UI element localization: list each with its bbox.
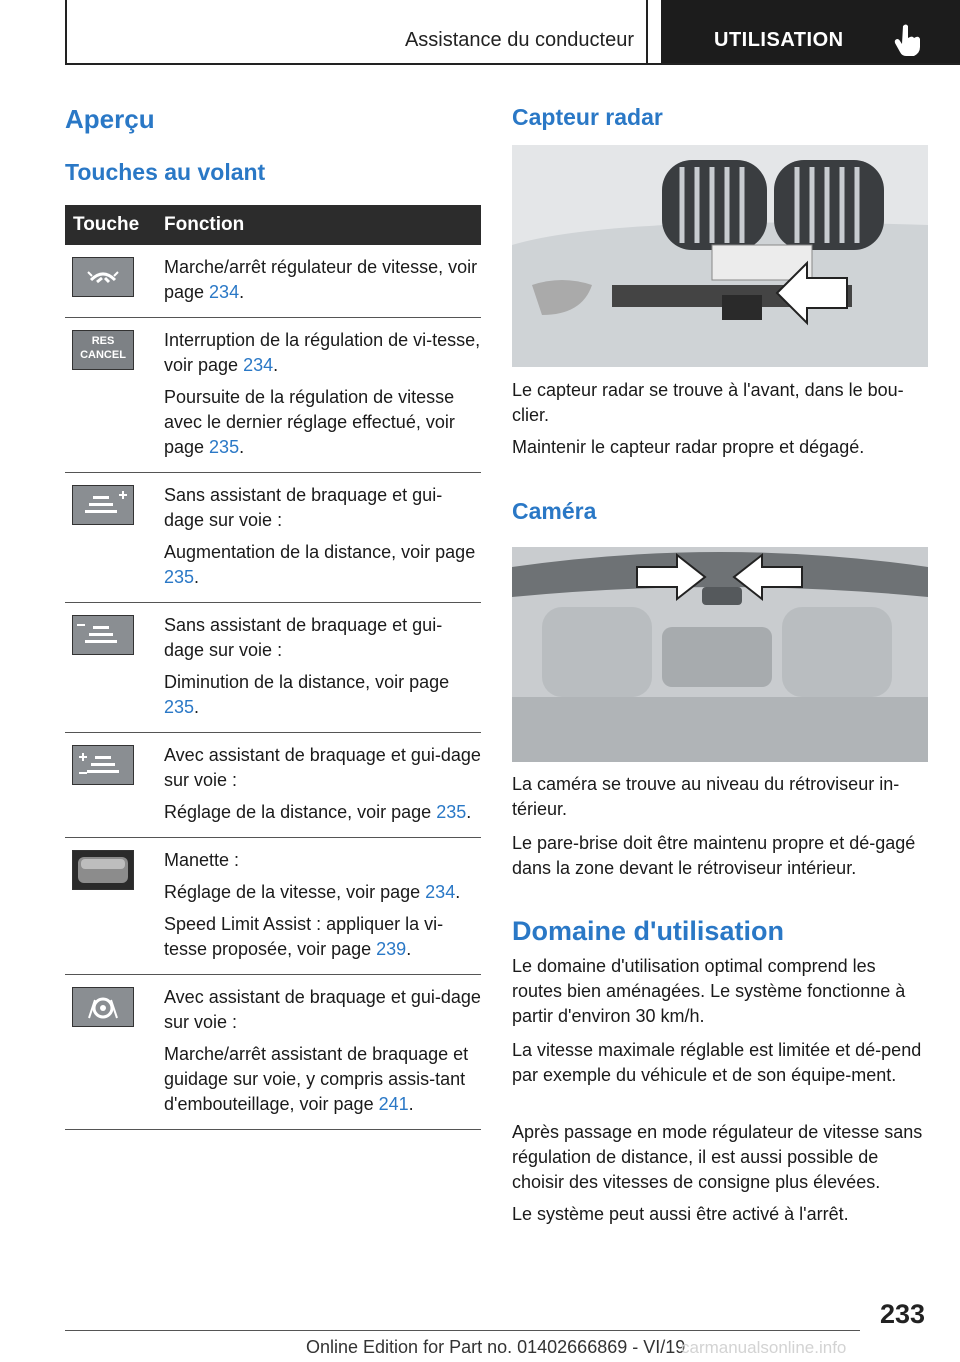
row-text: Réglage de la distance, voir page 235. bbox=[164, 802, 472, 822]
header-section-title: Assistance du conducteur bbox=[404, 29, 634, 51]
page-link[interactable]: 241 bbox=[378, 1094, 409, 1114]
page-link[interactable]: 235 bbox=[164, 567, 195, 587]
rocker-switch-icon bbox=[72, 850, 134, 890]
row-text: Réglage de la vitesse, voir page 234. bbox=[164, 882, 461, 902]
watermark: carmanualsonline.info bbox=[681, 1338, 847, 1357]
row-text: Manette : bbox=[164, 850, 240, 870]
table-row bbox=[65, 603, 481, 733]
steering-keys-table bbox=[65, 205, 481, 1130]
page-link[interactable]: 234 bbox=[425, 882, 456, 902]
header-chapter bbox=[661, 0, 960, 65]
row-text: Avec assistant de braquage et gui-dage sur voie : bbox=[164, 745, 481, 790]
page-link[interactable]: 234 bbox=[243, 355, 274, 375]
radar-text-1: Le capteur radar se trouve à l'avant, dans le bou-clier. bbox=[512, 380, 904, 425]
domain-heading: Domaine d'utilisation bbox=[512, 916, 784, 946]
page-link[interactable]: 235 bbox=[436, 802, 467, 822]
table-row bbox=[65, 318, 481, 473]
page-link[interactable]: 234 bbox=[209, 282, 240, 302]
row-text: Augmentation de la distance, voir page 235. bbox=[164, 542, 476, 587]
table-row bbox=[65, 733, 481, 838]
cruise-control-icon bbox=[72, 257, 134, 297]
row-text: Speed Limit Assist : appliquer la vi-tesse proposée, voir page 239. bbox=[164, 914, 444, 959]
table-row bbox=[65, 473, 481, 603]
steering-assist-icon bbox=[72, 987, 134, 1027]
row-text: Diminution de la distance, voir page 235. bbox=[164, 672, 450, 717]
row-text: Sans assistant de braquage et gui-dage sur voie : bbox=[164, 485, 443, 530]
table-row bbox=[65, 245, 481, 318]
page-number: 233 bbox=[880, 1299, 926, 1329]
header-section bbox=[65, 0, 648, 63]
header-rule bbox=[65, 63, 960, 65]
row-text: Poursuite de la régulation de vitesse avec le dernier réglage effectué, voir page 235. bbox=[164, 387, 455, 457]
table-row bbox=[65, 975, 481, 1130]
row-text: Marche/arrêt assistant de braquage et guidage sur voie, y compris assis-tant d'embouteillage, voir page 241. bbox=[164, 1044, 469, 1114]
row-text: Sans assistant de braquage et gui-dage sur voie : bbox=[164, 615, 443, 660]
radar-text-2: Maintenir le capteur radar propre et dégagé. bbox=[512, 437, 865, 457]
row-text: Marche/arrêt régulateur de vitesse, voir page 234. bbox=[164, 257, 478, 302]
camera-text-1: La caméra se trouve au niveau du rétroviseur in-térieur. bbox=[512, 774, 900, 819]
hand-pointer-icon bbox=[893, 22, 923, 58]
page-link[interactable]: 235 bbox=[164, 697, 195, 717]
camera-text-2: Le pare-brise doit être maintenu propre et dé-gagé dans la zone devant le rétroviseur intérieur. bbox=[512, 833, 916, 878]
table-row bbox=[65, 838, 481, 975]
section-subtitle: Touches au volant bbox=[65, 159, 266, 185]
col-function-header: Fonction bbox=[158, 205, 481, 245]
header-chapter-title: UTILISATION bbox=[714, 29, 844, 51]
row-text: Avec assistant de braquage et gui-dage sur voie : bbox=[164, 987, 481, 1032]
distance-decrease-icon bbox=[72, 615, 134, 655]
domain-text-1: Le domaine d'utilisation optimal comprend les routes bien aménagées. Le système fonctionne à partir d'environ 30 km/h. bbox=[512, 956, 906, 1026]
page-link[interactable]: 239 bbox=[376, 939, 407, 959]
distance-adjust-icon bbox=[72, 745, 134, 785]
camera-image bbox=[512, 547, 928, 762]
edition-text: Online Edition for Part no. 01402666869 - VI/19 bbox=[306, 1337, 686, 1357]
distance-increase-icon bbox=[72, 485, 134, 525]
page-link[interactable]: 235 bbox=[209, 437, 240, 457]
domain-text-4: Le système peut aussi être activé à l'arrêt. bbox=[512, 1204, 849, 1224]
camera-heading: Caméra bbox=[512, 498, 597, 524]
radar-sensor-image bbox=[512, 145, 928, 367]
res-cancel-icon: RES CANCEL bbox=[72, 330, 134, 370]
row-text: Interruption de la régulation de vi-tesse, voir page 234. bbox=[164, 330, 481, 375]
radar-heading: Capteur radar bbox=[512, 104, 663, 130]
footer-rule bbox=[65, 1330, 860, 1331]
table-header bbox=[65, 205, 481, 245]
domain-text-3: Après passage en mode régulateur de vitesse sans régulation de distance, il est aussi possible de choisir des vitesses de consigne plus élevées. bbox=[512, 1122, 923, 1192]
domain-text-2: La vitesse maximale réglable est limitée et dé-pend par exemple du véhicule et de son équipe-ment. bbox=[512, 1040, 922, 1085]
page-title: Aperçu bbox=[65, 104, 155, 134]
col-key-header: Touche bbox=[65, 205, 158, 245]
